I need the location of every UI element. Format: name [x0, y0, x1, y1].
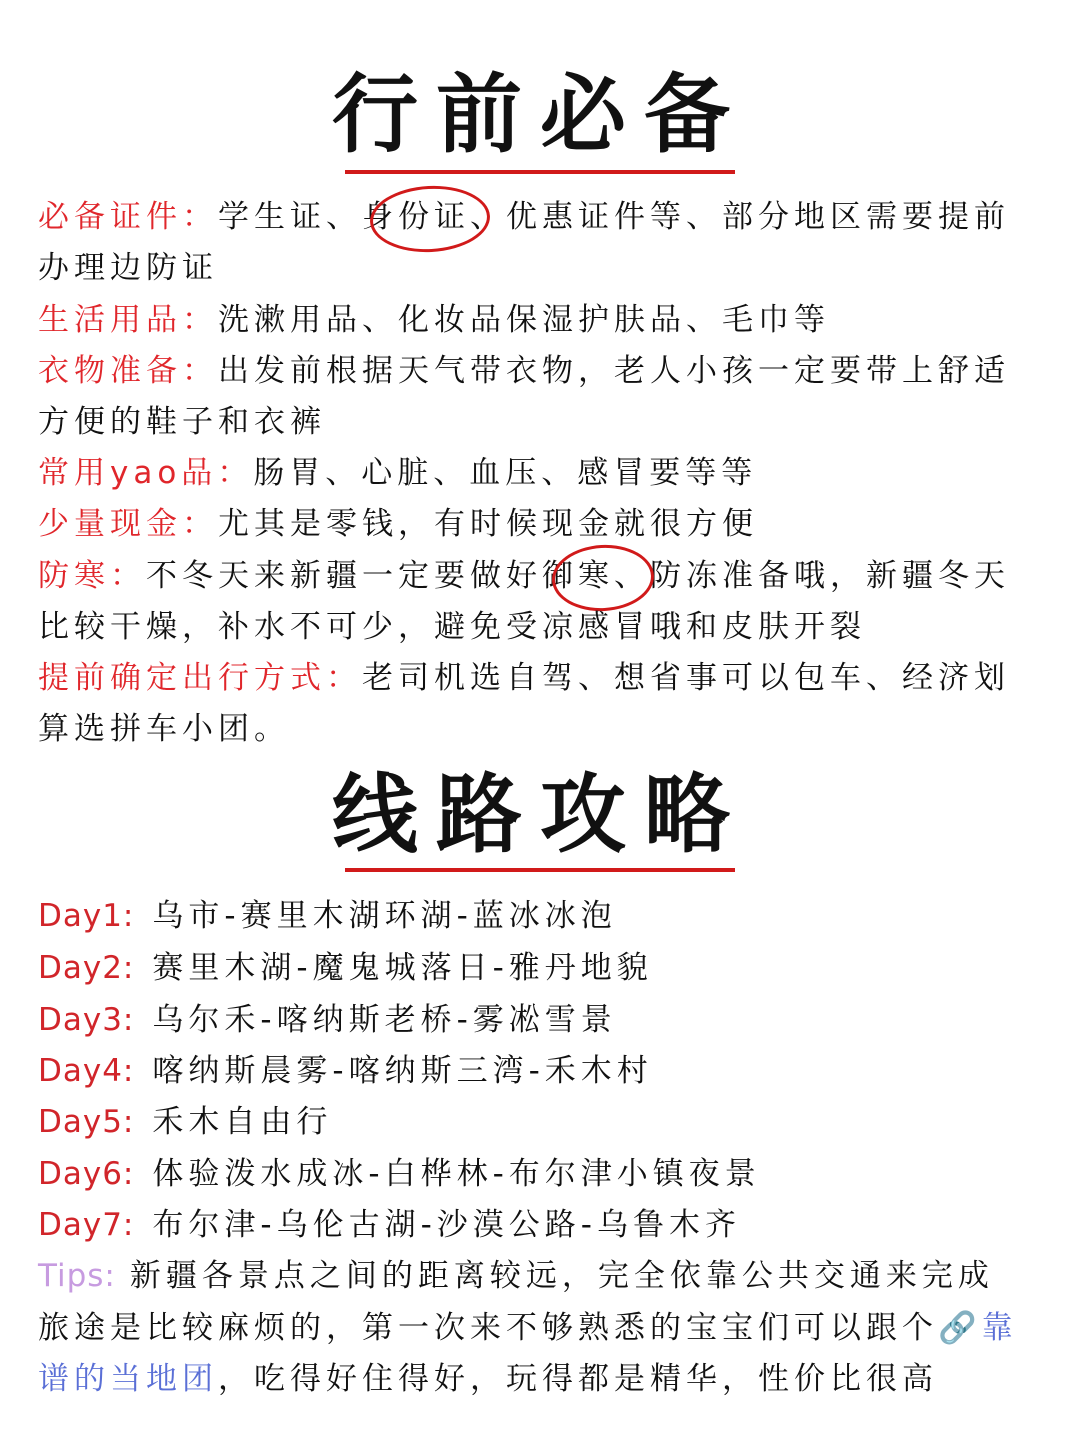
item-clothing — [38, 353, 1048, 390]
tips-line-3 — [38, 1361, 1048, 1398]
item-transport — [38, 660, 1048, 697]
day-label: Day6: — [38, 1156, 135, 1192]
item-text: 不冬天来新疆一定要做好 — [146, 558, 542, 594]
item-text: 学生证、 — [218, 199, 362, 235]
day-route: 乌市-赛里木湖环湖-蓝冰冰泡 — [152, 898, 617, 934]
item-continuation: 算选拼车小团。 — [38, 711, 290, 747]
day-label: Day3: — [38, 1002, 135, 1038]
item-text: 、防冻准备哦，新疆冬天 — [614, 558, 1010, 594]
item-label: 防寒： — [38, 558, 146, 594]
tips-text: 旅途是比较麻烦的，第一次来不够熟悉的宝宝们可以跟个 — [38, 1310, 938, 1346]
item-text: 肠胃、心脏、血压、感冒要等等 — [253, 455, 758, 491]
day-route: 乌尔禾-喀纳斯老桥-雾凇雪景 — [152, 1002, 617, 1038]
item-medicine — [38, 455, 1048, 492]
item-label: 提前确定出行方式： — [38, 660, 362, 696]
day-row-1 — [38, 898, 1048, 935]
item-text: 洗漱用品、化妆品保湿护肤品、毛巾等 — [218, 302, 830, 338]
day-label: Day1: — [38, 898, 135, 934]
day-label: Day2: — [38, 950, 135, 986]
item-continuation: 方便的鞋子和衣裤 — [38, 404, 326, 440]
local-tour-link[interactable]: 谱的当地团 — [38, 1361, 218, 1397]
day-label: Day5: — [38, 1104, 135, 1140]
section-title-itinerary: 线路攻略 — [332, 765, 748, 865]
hand-drawn-circle — [550, 542, 655, 613]
hand-drawn-circle — [368, 183, 491, 255]
item-label: 必备证件： — [38, 199, 218, 235]
item-text: 尤其是零钱，有时候现金就很方便 — [218, 506, 758, 542]
day-label: Day4: — [38, 1053, 135, 1089]
day-row-5 — [38, 1104, 1048, 1141]
title-underline — [345, 868, 735, 872]
day-row-4 — [38, 1053, 1048, 1090]
item-daily-supplies — [38, 302, 1048, 339]
tips-line-2 — [38, 1310, 1048, 1347]
title-underline — [345, 170, 735, 174]
tips-line-1 — [38, 1258, 1048, 1295]
day-route: 赛里木湖-魔鬼城落日-雅丹地貌 — [152, 950, 653, 986]
highlight-keep-warm: 御寒 — [542, 558, 614, 594]
tips-text: 新疆各景点之间的距离较远，完全依靠公共交通来完成 — [129, 1258, 994, 1294]
day-route: 禾木自由行 — [152, 1104, 333, 1140]
day-row-6 — [38, 1156, 1048, 1193]
day-route: 喀纳斯晨雾-喀纳斯三湾-禾木村 — [152, 1053, 653, 1089]
local-tour-link[interactable]: 靠 — [981, 1310, 1018, 1346]
day-route: 体验泼水成冰-白桦林-布尔津小镇夜景 — [152, 1156, 761, 1192]
day-row-3 — [38, 1002, 1048, 1039]
day-row-2 — [38, 950, 1048, 987]
section-title-preparation: 行前必备 — [332, 65, 748, 165]
item-label: 衣物准备： — [38, 353, 218, 389]
highlight-id-card: 身份证 — [362, 199, 470, 235]
item-label: 生活用品： — [38, 302, 218, 338]
tips-label: Tips: — [38, 1258, 116, 1294]
day-route: 布尔津-乌伦古湖-沙漠公路-乌鲁木齐 — [152, 1207, 741, 1243]
link-icon[interactable]: 🔗 — [938, 1310, 982, 1346]
item-text: 老司机选自驾、想省事可以包车、经济划 — [362, 660, 1010, 696]
item-documents — [38, 199, 1048, 236]
item-text: 、优惠证件等、部分地区需要提前 — [470, 199, 1010, 235]
tips-text: ，吃得好住得好，玩得都是精华，性价比很高 — [218, 1361, 938, 1397]
day-row-7 — [38, 1207, 1048, 1244]
item-cash — [38, 506, 1048, 543]
day-label: Day7: — [38, 1207, 135, 1243]
item-cold-protection — [38, 558, 1048, 595]
item-label: 常用yao品： — [38, 455, 254, 491]
item-continuation: 办理边防证 — [38, 250, 218, 286]
item-text: 出发前根据天气带衣物，老人小孩一定要带上舒适 — [218, 353, 1010, 389]
item-label: 少量现金： — [38, 506, 218, 542]
item-continuation: 比较干燥，补水不可少，避免受凉感冒哦和皮肤开裂 — [38, 609, 866, 645]
